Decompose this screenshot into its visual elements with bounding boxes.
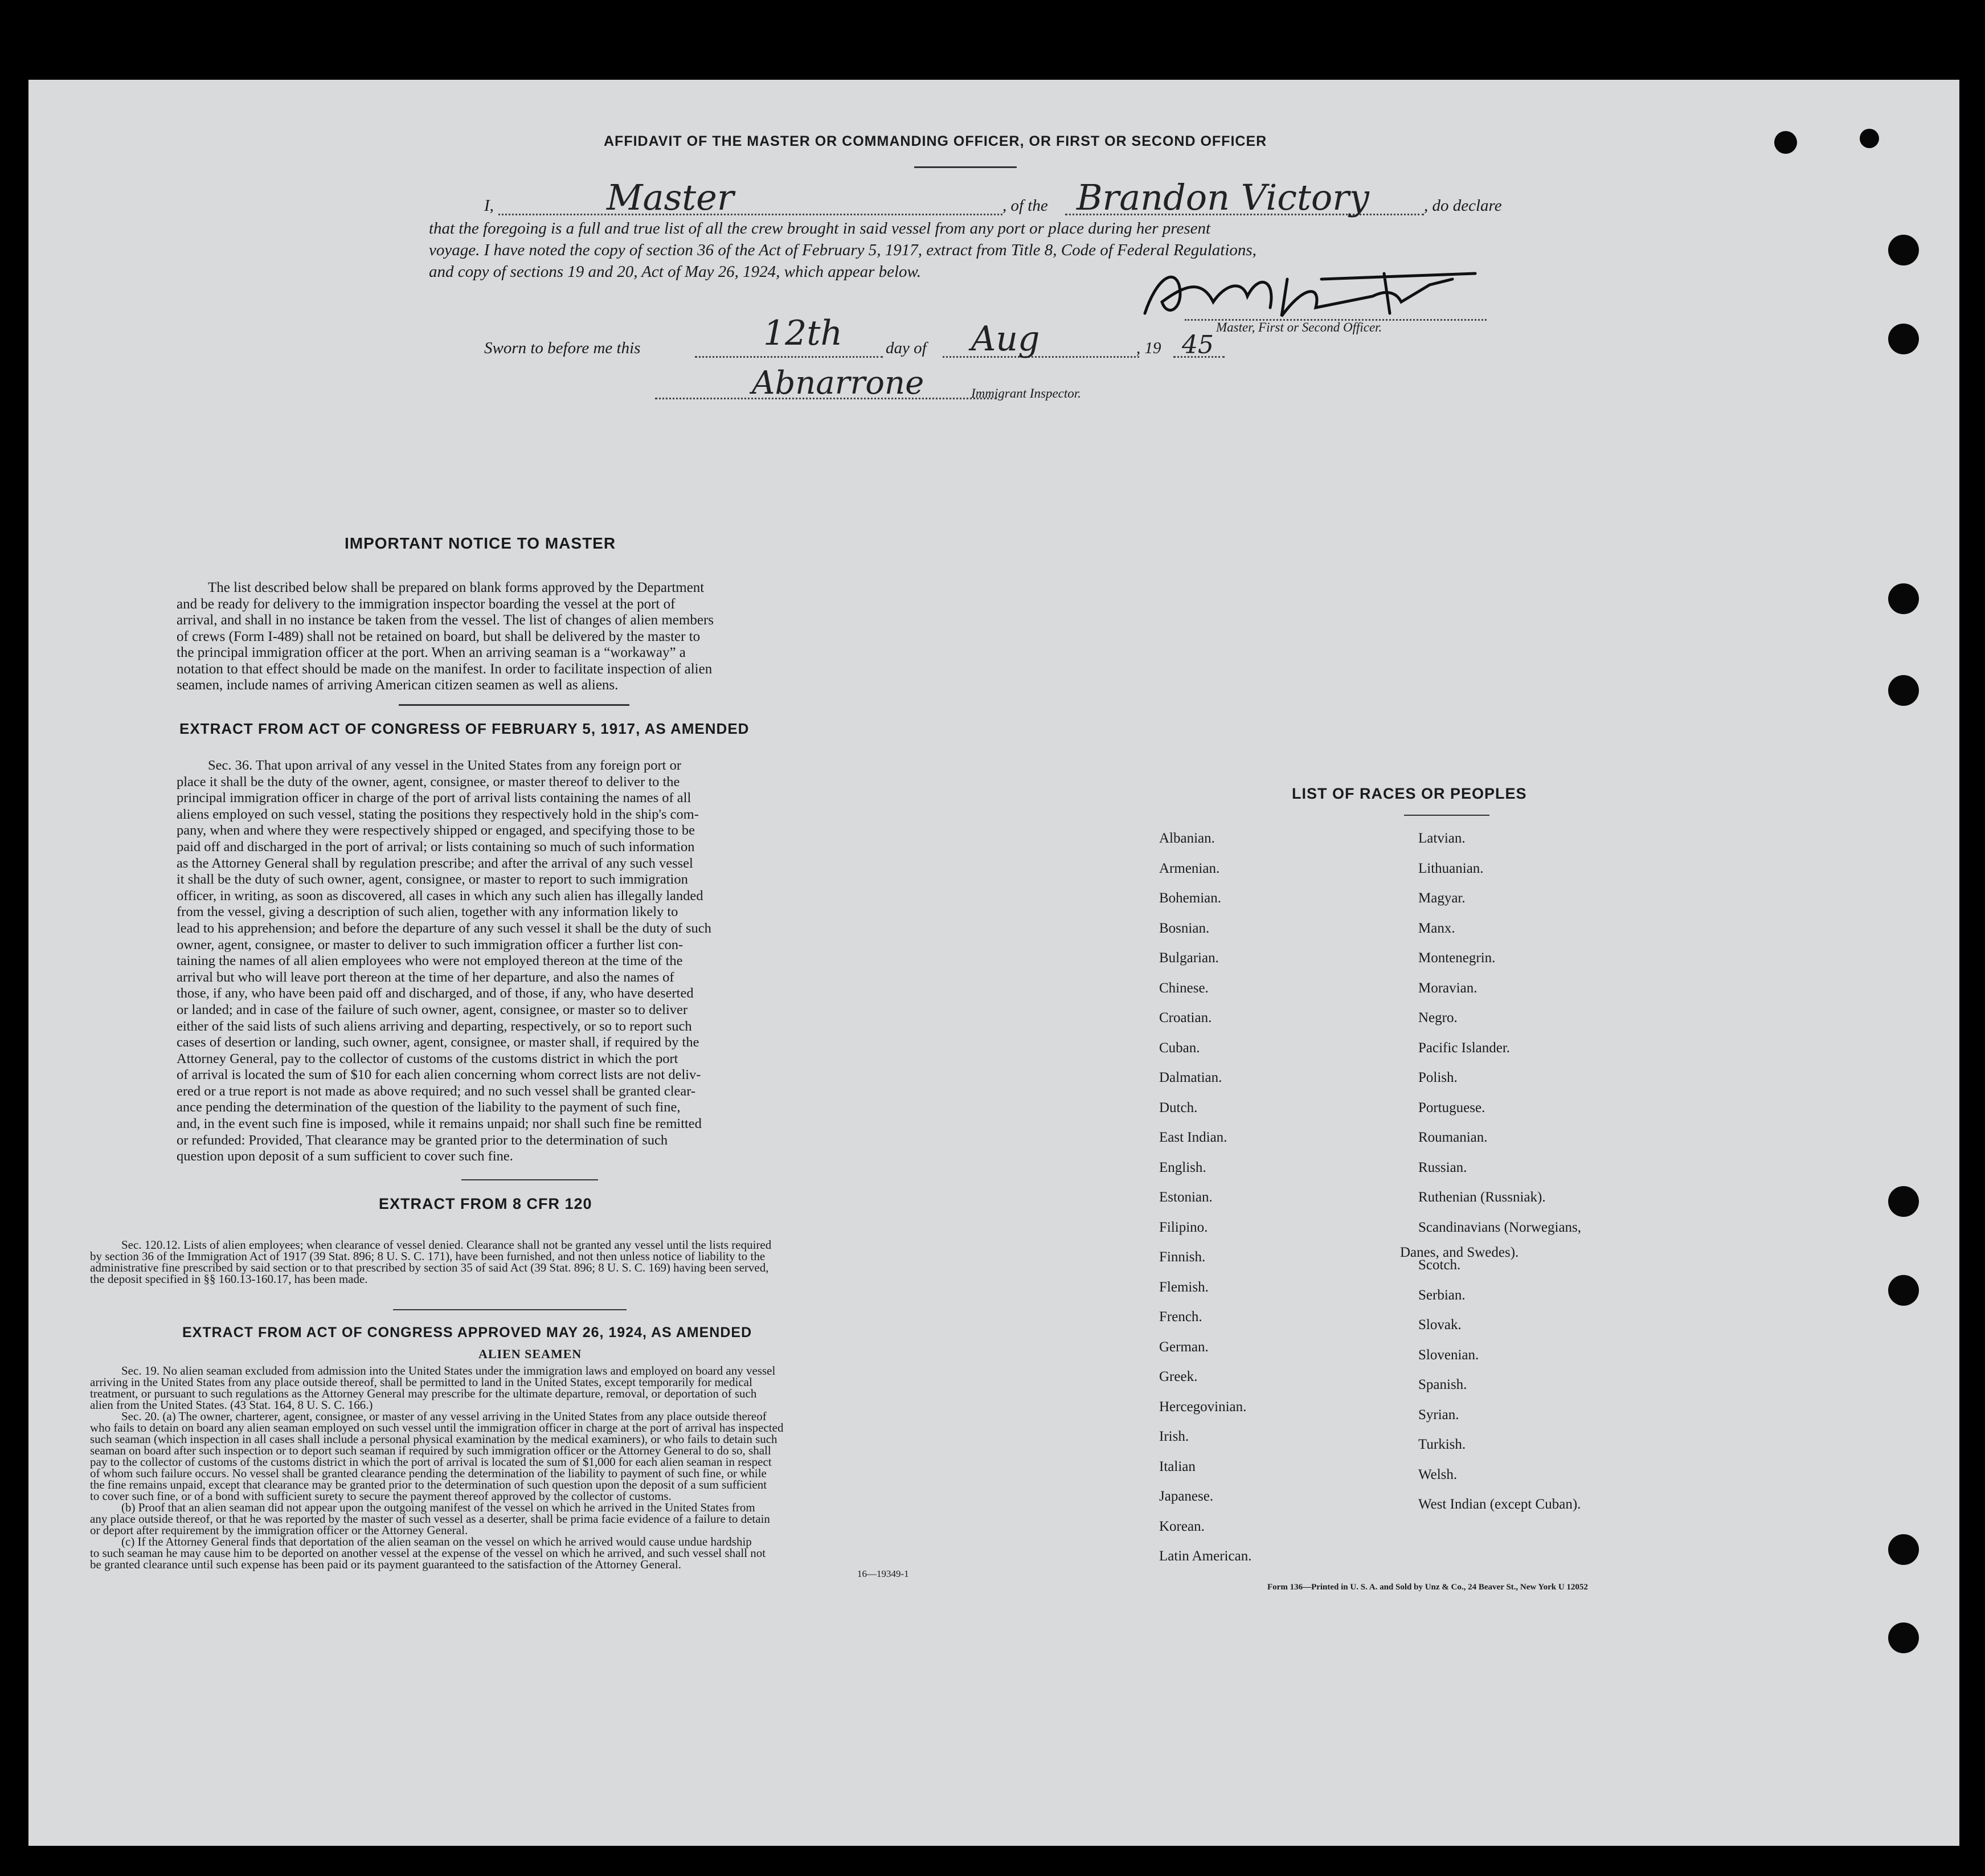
year-blank	[1173, 356, 1225, 358]
affidavit-line4: and copy of sections 19 and 20, Act of May 26, 1924, which appear below.	[429, 263, 921, 281]
extract-1917-line: arrival but who will leave port thereon at the time of her departure, and also the names of	[177, 969, 674, 985]
handwritten-inspector: Abnarrone	[752, 365, 924, 402]
divider	[1404, 815, 1489, 816]
notice-line: notation to that effect should be made on the manifest. In order to facilitate inspection of alien	[177, 661, 713, 677]
extract-1917-line: owner, agent, consignee, or master to deliver to such immigration officer a further list con-	[177, 937, 684, 953]
notice-text	[177, 580, 854, 694]
divider	[393, 1309, 627, 1310]
notice-line: The list described below shall be prepared on blank forms approved by the Department	[208, 580, 705, 595]
extract-1917-line: or refunded: Provided, That clearance may be granted prior to the determination of such	[177, 1132, 668, 1148]
extract-1917-line: Sec. 36. That upon arrival of any vessel in the United States from any foreign port or	[208, 758, 681, 773]
race-item: Hercegovinian.	[1159, 1399, 1247, 1415]
punch-hole	[1888, 235, 1919, 265]
race-item: Dalmatian.	[1159, 1070, 1222, 1085]
day-of: day of	[886, 339, 927, 357]
race-item: Lithuanian.	[1418, 860, 1484, 876]
cfr-title: EXTRACT FROM 8 CFR 120	[379, 1195, 592, 1212]
race-item: Chinese.	[1159, 980, 1209, 996]
affidavit-declare: , do declare	[1424, 197, 1502, 215]
punch-hole	[1888, 1622, 1919, 1653]
extract-1924-line: such seaman (which inspection in all cases shall include a personal physical examination by the medical examiners), or who fails to detain such	[90, 1432, 777, 1446]
race-item: Albanian.	[1159, 831, 1215, 846]
extract-1924-line: who fails to detain on board any alien seaman employed on such vessel until the immigration officer in charge at the port of arrival has inspected	[90, 1421, 784, 1434]
extract-1924-line: pay to the collector of customs of the customs district in which the port of arrival is located the sum of $1,000 for each alien seaman in respect	[90, 1455, 772, 1469]
race-item: Slovak.	[1418, 1317, 1462, 1333]
divider	[914, 166, 1017, 168]
cfr-line: Sec. 120.12. Lists of alien employees; when clearance of vessel denied. Clearance shall not be granted any vessel until the lists required	[121, 1238, 772, 1252]
punch-hole	[1888, 1534, 1919, 1565]
extract-1924-line: Sec. 19. No alien seaman excluded from admission into the United States under the immigration laws and employed on board any vessel	[121, 1364, 776, 1378]
race-item: Bosnian.	[1159, 920, 1210, 936]
race-item: Polish.	[1418, 1070, 1458, 1085]
extract-1917-line: from the vessel, giving a description of such alien, together with any information likely to	[177, 904, 678, 920]
punch-hole	[1888, 324, 1919, 354]
race-item: Croatian.	[1159, 1010, 1212, 1025]
cfr-line: by section 36 of the Immigration Act of 1917 (39 Stat. 896; 8 U. S. C. 171), have been furnished, and not then unless notice of liability to the	[90, 1249, 766, 1263]
cfr-text	[90, 1239, 944, 1285]
extract-1924-line: to cover such fine, or of a bond with sufficient surety to secure the payment thereof approved by the collector of customs.	[90, 1489, 672, 1503]
extract-1924-line: or deport after requirement by the immigration officer or the Attorney General.	[90, 1523, 468, 1537]
race-item: Scotch.	[1418, 1257, 1461, 1273]
inspector-blank	[655, 398, 997, 399]
punch-hole	[1888, 1186, 1919, 1217]
extract-1917-line: ance pending the determination of the question of the liability to the payment of such fine,	[177, 1100, 681, 1115]
race-item: Bulgarian.	[1159, 950, 1219, 966]
extract-1924-line: any place outside thereof, or that he was reported by the master of such vessel as a deserter, shall be prima facie evidence of a failure to detain	[90, 1512, 770, 1526]
extract-1917-line: taining the names of all alien employees who were not employed thereon at the time of the	[177, 953, 683, 969]
cfr-line: the deposit specified in §§ 160.13-160.17, has been made.	[90, 1272, 368, 1286]
race-item: Finnish.	[1159, 1249, 1206, 1265]
extract-1917-text	[177, 758, 854, 1165]
extract-1924-line: of whom such failure occurs. No vessel shall be granted clearance pending the determination of the liability to payment of such fine, or while	[90, 1466, 767, 1480]
race-item: Flemish.	[1159, 1279, 1209, 1295]
inspector-label: Immigrant Inspector.	[971, 386, 1081, 400]
extract-1917-line: place it shall be the duty of the owner, agent, consignee, or master thereof to deliver to the	[177, 774, 680, 790]
race-item: Serbian.	[1418, 1287, 1466, 1303]
notice-title: IMPORTANT NOTICE TO MASTER	[345, 534, 616, 552]
race-item: English.	[1159, 1159, 1206, 1175]
race-item: Slovenian.	[1418, 1347, 1479, 1363]
year-prefix: , 19	[1136, 339, 1161, 357]
race-item: Korean.	[1159, 1518, 1205, 1534]
handwritten-day: 12th	[763, 313, 843, 353]
race-item: Syrian.	[1418, 1407, 1459, 1423]
extract-1917-line: Attorney General, pay to the collector of customs of the customs district in which the port	[177, 1051, 678, 1066]
race-item: Magyar.	[1418, 890, 1466, 906]
punch-hole	[1888, 583, 1919, 614]
race-item: German.	[1159, 1339, 1209, 1355]
extract-1917-line: paid off and discharged in the port of arrival; or lists containing so much of such information	[177, 839, 695, 855]
punch-hole	[1888, 1275, 1919, 1306]
cfr-line: administrative fine prescribed by said section or to that prescribed by section 35 of said Act (39 Stat. 896; 8 U. S. C. 169) having been served,	[90, 1261, 769, 1274]
handwritten-vessel: Brandon Victory	[1077, 177, 1369, 218]
alien-seamen-subtitle: ALIEN SEAMEN	[478, 1347, 582, 1361]
extract-1917-line: aliens employed on such vessel, stating the positions they respectively hold in the ship's com-	[177, 806, 699, 822]
extract-1924-line: to such seaman he may cause him to be deported on another vessel at the expense of the vessel on which he arrived, and such vessel shall not	[90, 1546, 766, 1560]
affidavit-line2: that the foregoing is a full and true list of all the crew brought in said vessel from any port or place during her present	[429, 219, 1211, 238]
extract-1924-line: the fine remains unpaid, except that clearance may be granted prior to the determination of such question upon the deposit of a sum sufficient	[90, 1478, 767, 1491]
extract-1924-line: (b) Proof that an alien seaman did not appear upon the outgoing manifest of the vessel on which he arrived in the United States from	[121, 1501, 755, 1514]
extract-1924-text	[90, 1365, 944, 1570]
race-item: Pacific Islander.	[1418, 1040, 1511, 1056]
extract-1917-line: ered or a true report is not made as above required; and no such vessel shall be granted clear-	[177, 1083, 696, 1099]
day-blank	[695, 356, 883, 358]
race-item: Ruthenian (Russniak).	[1418, 1190, 1546, 1205]
document-page	[28, 80, 1959, 1846]
extract-1917-line: lead to his apprehension; and before the departure of any such vessel it shall be the duty of such	[177, 920, 711, 936]
race-item: Greek.	[1159, 1369, 1198, 1384]
race-item: Cuban.	[1159, 1040, 1200, 1056]
ink-blot	[1860, 129, 1879, 148]
extract-1917-line: or landed; and in case of the failure of such owner, agent, consignee, or master so to deliver	[177, 1002, 688, 1017]
punch-hole	[1888, 675, 1919, 706]
race-item: West Indian (except Cuban).	[1418, 1497, 1581, 1512]
race-item: Danes, and Swedes).	[1400, 1244, 1519, 1260]
race-item: Armenian.	[1159, 860, 1220, 876]
race-item: Moravian.	[1418, 980, 1478, 996]
extract-1924-line: arriving in the United States from any place outside thereof, shall be permitted to land in the United States, except temporarily for medical	[90, 1375, 752, 1389]
race-item: Manx.	[1418, 920, 1455, 936]
extract-1917-line: as the Attorney General shall by regulation prescribe; and after the arrival of any such vessel	[177, 855, 693, 871]
extract-1924-line: treatment, or pursuant to such regulations as the Attorney General may prescribe for the ultimate departure, removal, or deportation of such	[90, 1387, 757, 1400]
race-item: Russian.	[1418, 1159, 1467, 1175]
extract-1917-line: pany, when and where they were respectively shipped or engaged, and specifying those to be	[177, 823, 695, 839]
races-title: LIST OF RACES OR PEOPLES	[1292, 785, 1527, 802]
master-signature	[1133, 262, 1498, 325]
race-item: Negro.	[1418, 1010, 1458, 1025]
extract-1917-line: officer, in writing, as soon as discovered, all cases in which any such alien has illegally landed	[177, 888, 703, 904]
extract-1917-line: and, in the event such fine is imposed, while it remains unpaid; nor shall such fine be remitted	[177, 1116, 702, 1132]
notice-line: and be ready for delivery to the immigration inspector boarding the vessel at the port of	[177, 596, 676, 612]
signature-label: Master, First or Second Officer.	[1216, 320, 1382, 334]
extract-1924-line: (c) If the Attorney General finds that deportation of the alien seaman on the vessel on which he arrived would cause undue hardship	[121, 1535, 752, 1548]
affidavit-line1-i: I,	[484, 197, 494, 215]
extract-1917-line: it shall be the duty of such owner, agent, consignee, or master to report to such immigration	[177, 872, 688, 888]
affidavit-title: AFFIDAVIT OF THE MASTER OR COMMANDING OFFICER, OR FIRST OR SECOND OFFICER	[604, 133, 1267, 149]
race-item: Irish.	[1159, 1429, 1189, 1444]
divider	[399, 704, 629, 706]
race-item: East Indian.	[1159, 1130, 1227, 1145]
race-item: Montenegrin.	[1418, 950, 1496, 966]
handwritten-month: Aug	[971, 319, 1040, 359]
race-item: Latvian.	[1418, 831, 1466, 846]
extract-1924-line: alien from the United States. (43 Stat. 164, 8 U. S. C. 166.)	[90, 1398, 373, 1412]
name-blank	[498, 214, 1002, 215]
race-item: Dutch.	[1159, 1100, 1198, 1115]
affidavit-line3: voyage. I have noted the copy of section 36 of the Act of February 5, 1917, extract from Title 8, Code of Federal Regulations,	[429, 241, 1257, 259]
notice-line: arrival, and shall in no instance be taken from the vessel. The list of changes of alien members	[177, 612, 714, 628]
race-item: Estonian.	[1159, 1190, 1213, 1205]
extract-1917-line: either of the said lists of such aliens arriving and departing, respectively, or so to report such	[177, 1018, 692, 1034]
extract-1917-title: EXTRACT FROM ACT OF CONGRESS OF FEBRUARY 5, 1917, AS AMENDED	[179, 720, 750, 737]
race-item: Turkish.	[1418, 1437, 1466, 1452]
race-item: Filipino.	[1159, 1219, 1208, 1235]
race-item: Spanish.	[1418, 1377, 1467, 1392]
extract-1917-line: cases of desertion or landing, such owner, agent, consignee, or master shall, if required by the	[177, 1035, 699, 1051]
race-item: French.	[1159, 1309, 1202, 1325]
form-number: 16—19349-1	[857, 1568, 909, 1579]
sworn-text: Sworn to before me this	[484, 339, 641, 357]
notice-line: seamen, include names of arriving American citizen seamen as well as aliens.	[177, 677, 619, 693]
notice-line: of crews (Form I-489) shall not be retained on board, but shall be delivered by the master to	[177, 628, 701, 644]
notice-line: the principal immigration officer at the port. When an arriving seaman is a “workaway” a	[177, 645, 686, 660]
race-item: Portuguese.	[1418, 1100, 1485, 1115]
extract-1924-line: Sec. 20. (a) The owner, charterer, agent, consignee, or master of any vessel arriving in the United States from any place outside thereof	[121, 1409, 767, 1423]
ink-blot	[1774, 131, 1797, 154]
race-item: Scandinavians (Norwegians,	[1418, 1219, 1582, 1235]
divider	[461, 1179, 598, 1180]
handwritten-year: 45	[1182, 330, 1214, 359]
extract-1917-line: of arrival is located the sum of $10 for each alien concerning whom correct lists are not deliv-	[177, 1067, 701, 1083]
race-item: Japanese.	[1159, 1489, 1214, 1504]
extract-1917-line: those, if any, who have been paid off and discharged, and of those, if any, who have deserted	[177, 986, 694, 1002]
extract-1924-title: EXTRACT FROM ACT OF CONGRESS APPROVED MAY 26, 1924, AS AMENDED	[182, 1325, 752, 1340]
race-item: Welsh.	[1418, 1466, 1458, 1482]
form-footer: Form 136—Printed in U. S. A. and Sold by Unz & Co., 24 Beaver St., New York U 12052	[1267, 1583, 1588, 1592]
affidavit-of-the: , of the	[1002, 197, 1048, 215]
race-item: Latin American.	[1159, 1548, 1252, 1564]
extract-1917-line: principal immigration officer in charge of the port of arrival lists containing the names of all	[177, 790, 691, 806]
race-item: Bohemian.	[1159, 890, 1222, 906]
race-item: Italian	[1159, 1458, 1196, 1474]
handwritten-name: Master	[607, 177, 734, 218]
race-item: Roumanian.	[1418, 1130, 1488, 1145]
extract-1924-line: seaman on board after such inspection or to deport such seaman if required by such immigration officer or the Attorney General to do so, shall	[90, 1444, 771, 1457]
extract-1924-line: be granted clearance until such expense has been paid or its payment guaranteed to the satisfaction of the Attorney General.	[90, 1558, 681, 1571]
extract-1917-line: question upon deposit of a sum sufficient to cover such fine.	[177, 1149, 513, 1164]
